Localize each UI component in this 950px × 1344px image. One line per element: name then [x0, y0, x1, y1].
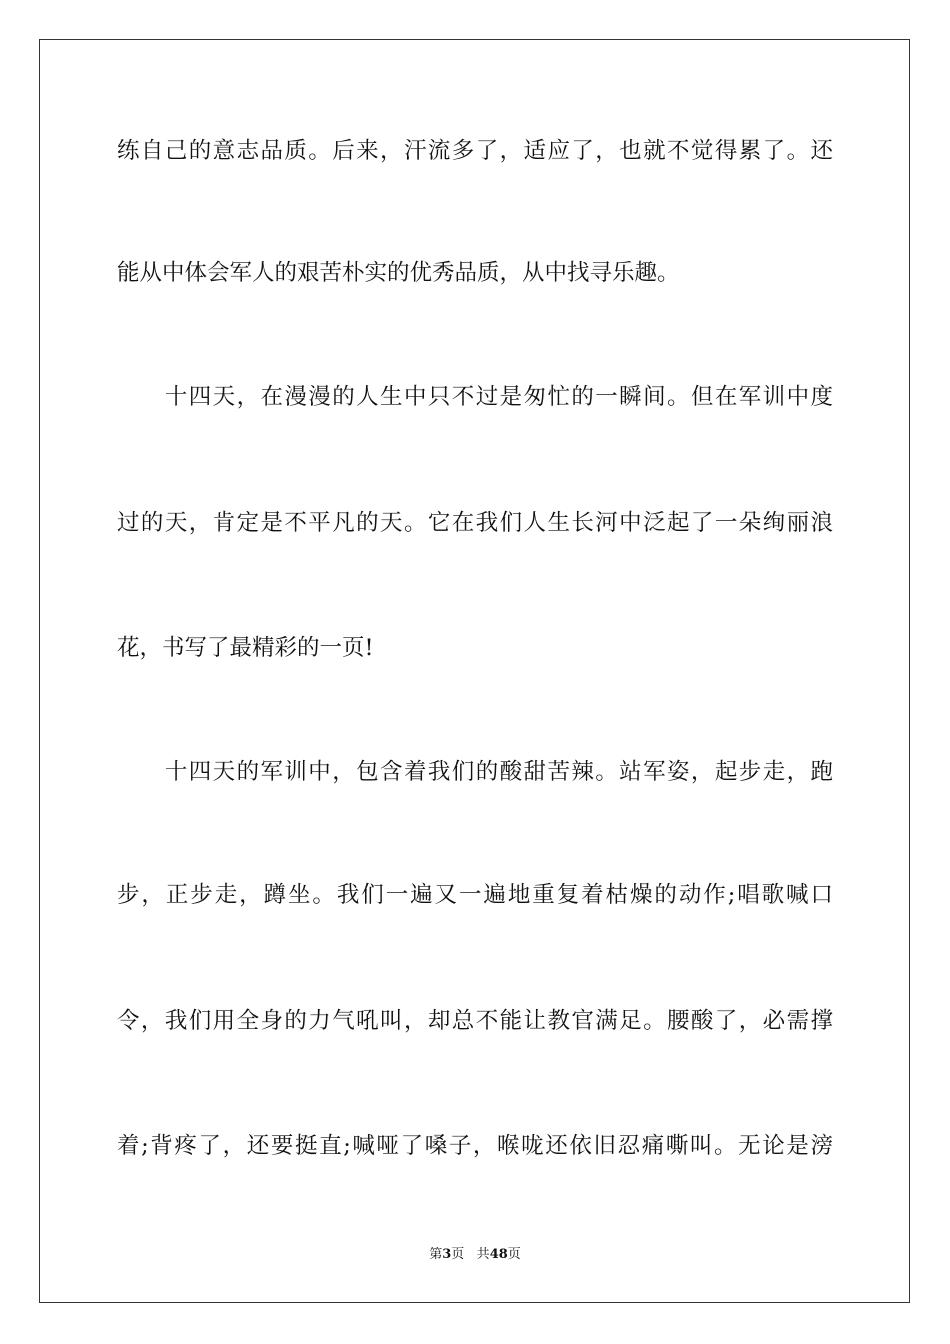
- body-text-line: 能从中体会军人的艰苦朴实的优秀品质，从中找寻乐趣。: [117, 260, 680, 286]
- page-number: 3: [442, 1247, 452, 1262]
- body-text-line: 过的天，肯定是不平凡的天。它在我们人生长河中泛起了一朵绚丽浪: [117, 510, 833, 536]
- body-text-line: 着;背疼了，还要挺直;喊哑了嗓子，喉咙还依旧忍痛嘶叫。无论是滂: [117, 1133, 833, 1159]
- page-suffix: 页: [451, 1247, 465, 1262]
- body-text-line: 令，我们用全身的力气吼叫，却总不能让教官满足。腰酸了，必需撑: [117, 1008, 833, 1034]
- body-text-line: 练自己的意志品质。后来，汗流多了，适应了，也就不觉得累了。还: [117, 138, 833, 164]
- body-text-line: 步，正步走，蹲坐。我们一遍又一遍地重复着枯燥的动作;唱歌喊口: [117, 882, 833, 908]
- total-pages: 48: [489, 1247, 508, 1262]
- page-border: [39, 39, 910, 1303]
- body-text-line: 十四天，在漫漫的人生中只不过是匆忙的一瞬间。但在军训中度: [117, 384, 833, 410]
- page-footer: [0, 1246, 950, 1264]
- page-prefix: 第: [429, 1247, 443, 1262]
- total-prefix: 共: [476, 1247, 490, 1262]
- total-suffix: 页: [507, 1247, 521, 1262]
- body-text-line: 花，书写了最精彩的一页!: [117, 635, 374, 661]
- body-text-line: 十四天的军训中，包含着我们的酸甜苦辣。站军姿，起步走，跑: [117, 759, 833, 785]
